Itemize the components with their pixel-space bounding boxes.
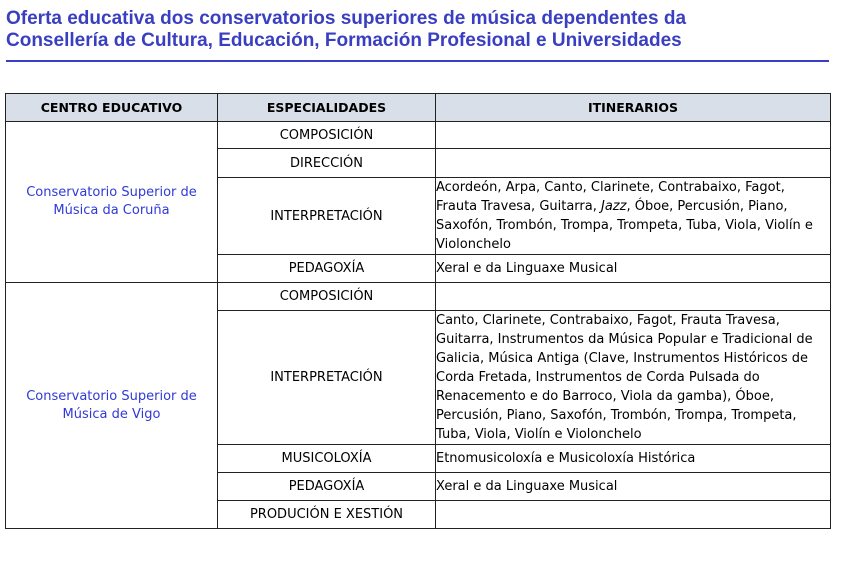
title-underline bbox=[6, 60, 829, 62]
itinerary-cell bbox=[436, 283, 831, 311]
itinerary-text: Acordeón, Arpa, Canto, Clarinete, Contrabaixo, Fagot, Frauta Travesa, Guitarra, bbox=[436, 180, 785, 214]
itinerary-cell: Xeral e da Linguaxe Musical bbox=[436, 255, 831, 283]
title-line-2: Consellería de Cultura, Educación, Formación Profesional e Universidades bbox=[6, 30, 682, 51]
spec-cell: PRODUCIÓN E XESTIÓN bbox=[218, 501, 436, 529]
table-row bbox=[6, 283, 831, 311]
spec-cell: PEDAGOXÍA bbox=[218, 473, 436, 501]
spec-cell: MUSICOLOXÍA bbox=[218, 445, 436, 473]
spec-cell: COMPOSICIÓN bbox=[218, 283, 436, 311]
itinerary-cell bbox=[436, 501, 831, 529]
table-header-row bbox=[6, 94, 831, 122]
center-coruna: Conservatorio Superior de Música da Coruña bbox=[6, 122, 218, 283]
itinerary-cell bbox=[436, 149, 831, 178]
spec-cell: INTERPRETACIÓN bbox=[218, 311, 436, 445]
itinerary-cell bbox=[436, 178, 831, 255]
itinerary-cell: Xeral e da Linguaxe Musical bbox=[436, 473, 831, 501]
spec-cell: INTERPRETACIÓN bbox=[218, 178, 436, 255]
spec-cell: DIRECCIÓN bbox=[218, 149, 436, 178]
itinerary-cell bbox=[436, 122, 831, 149]
title-line-1: Oferta educativa dos conservatorios superiores de música dependentes da bbox=[6, 8, 687, 29]
itinerary-jazz: Jazz bbox=[601, 199, 627, 214]
header-itinerarios: ITINERARIOS bbox=[436, 94, 831, 122]
itinerary-cell: Canto, Clarinete, Contrabaixo, Fagot, Frauta Travesa, Guitarra, Instrumentos da Música Popular e Tradicional de Galicia, Música Antiga (Clave, Instrumentos Históricos de Corda Fretada, Instrumentos de Corda Pulsada do Renacemento e do Barroco, Viola da gamba), Óboe, Percusión, Piano, Saxofón, Trombón, Trompa, Trompeta, Tuba, Viola, Violín e Violonchelo bbox=[436, 311, 831, 445]
itinerary-text: , Óboe, Percusión, Piano, Saxofón, Trombón, Trompa, Trompeta, Tuba, Viola, Violín e Violonchelo bbox=[436, 199, 813, 252]
table-row bbox=[6, 122, 831, 149]
itinerary-cell: Etnomusicoloxía e Musicoloxía Histórica bbox=[436, 445, 831, 473]
header-centro-educativo: CENTRO EDUCATIVO bbox=[6, 94, 218, 122]
header-especialidades: ESPECIALIDADES bbox=[218, 94, 436, 122]
offer-table bbox=[5, 93, 831, 529]
spec-cell: COMPOSICIÓN bbox=[218, 122, 436, 149]
spec-cell: PEDAGOXÍA bbox=[218, 255, 436, 283]
center-vigo: Conservatorio Superior de Música de Vigo bbox=[6, 283, 218, 529]
page-title bbox=[6, 8, 846, 52]
